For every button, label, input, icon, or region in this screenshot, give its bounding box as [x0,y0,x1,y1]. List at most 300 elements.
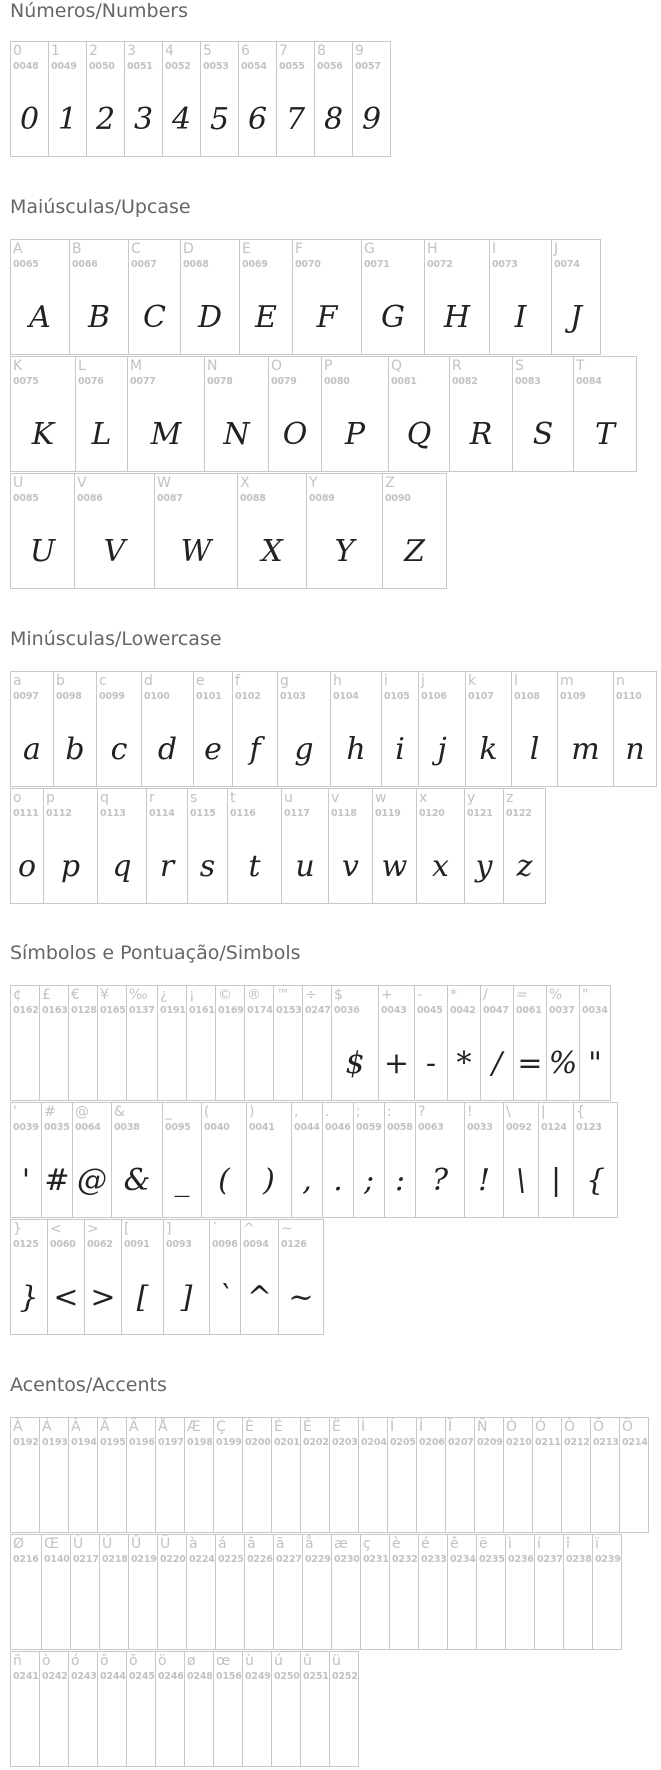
glyph-sample: v [342,849,359,884]
glyph-char-label: < [50,1221,62,1237]
glyph-char-label: Ú [102,1536,113,1552]
glyph-code-label: 0114 [149,808,175,819]
glyph-cell [10,356,76,472]
glyph-sample: ; [363,1163,375,1198]
glyph-cell [242,1651,272,1767]
glyph-char-label: = [516,987,528,1003]
glyph-sample: e [204,732,222,767]
glyph-char-label: j [421,673,425,689]
glyph-sample: G [381,300,405,335]
glyph-code-label: 0243 [71,1671,97,1682]
glyph-char-label: 2 [89,43,98,59]
glyph-char-label: / [483,987,488,1003]
glyph-code-label: 0206 [419,1437,445,1448]
glyph-code-label: 0174 [247,1005,273,1016]
glyph-sample: b [65,732,85,767]
glyph-sample: % [548,1046,578,1081]
glyph-code-label: 0199 [216,1437,242,1448]
glyph-cell [418,671,466,787]
glyph-char-label: ÷ [305,987,317,1003]
glyph-cell [124,41,163,157]
glyph-sample: ` [217,1280,233,1315]
glyph-sample: > [90,1280,116,1315]
glyph-char-label: 0 [13,43,22,59]
glyph-cell [204,356,269,472]
glyph-cell [68,1417,98,1533]
glyph-code-label: 0057 [355,61,381,72]
glyph-char-label: C [131,241,141,257]
glyph-code-label: 0161 [189,1005,215,1016]
glyph-sample: K [31,417,55,452]
glyph-cell [68,985,98,1101]
glyph-cell [513,985,547,1101]
glyph-char-label: ^ [243,1221,255,1237]
glyph-cell [352,41,391,157]
glyph-code-label: 0232 [392,1554,418,1565]
glyph-char-label: Ë [332,1419,341,1435]
glyph-code-label: 0126 [281,1239,307,1250]
glyph-char-label: ì [508,1536,512,1552]
glyph-cell [10,1651,40,1767]
glyph-code-label: 0066 [72,259,98,270]
glyph-char-label: k [468,673,477,689]
glyph-code-label: 0217 [73,1554,99,1565]
glyph-cell [39,1417,69,1533]
glyph-code-label: 0212 [564,1437,590,1448]
glyph-cell [10,1417,40,1533]
glyph-code-label: 0087 [157,493,183,504]
glyph-char-label: b [56,673,65,689]
glyph-char-label: ñ [13,1653,22,1669]
glyph-char-label: T [576,358,585,374]
glyph-char-label: © [218,987,232,1003]
glyph-char-label: ] [166,1221,172,1237]
glyph-char-label: $ [334,987,343,1003]
glyph-code-label: 0200 [245,1437,271,1448]
glyph-cell [43,788,98,904]
glyph-sample: Y [334,534,355,569]
glyph-code-label: 0250 [274,1671,300,1682]
glyph-sample: i [395,732,405,767]
glyph-cell [302,1534,332,1650]
glyph-cell [503,788,546,904]
glyph-cell [97,788,147,904]
glyph-cell [227,788,282,904]
glyph-char-label: Ä [129,1419,139,1435]
glyph-char-label: - [417,987,423,1003]
glyph-char-label: ¿ [160,987,168,1003]
glyph-cell [505,1534,535,1650]
glyph-code-label: 0203 [332,1437,358,1448]
glyph-cell [68,1651,98,1767]
glyph-char-label: í [537,1536,541,1552]
glyph-sample: n [625,732,645,767]
glyph-char-label: ã [276,1536,285,1552]
glyph-cell [162,1102,202,1218]
glyph-char-label: e [196,673,205,689]
glyph-code-label: 0120 [419,808,445,819]
glyph-code-label: 0112 [46,808,72,819]
glyph-code-label: 0077 [130,376,156,387]
glyph-code-label: 0089 [309,493,335,504]
glyph-code-label: 0064 [75,1122,101,1133]
glyph-sample: u [295,849,315,884]
glyph-char-label: i [384,673,388,689]
glyph-cell [75,356,128,472]
glyph-char-label: o [13,790,22,806]
glyph-code-label: 0121 [467,808,493,819]
glyph-cell [590,1417,620,1533]
glyph-code-label: 0153 [276,1005,302,1016]
glyph-cell [532,1417,562,1533]
glyph-cell [573,1102,618,1218]
glyph-sample: I [514,300,527,335]
glyph-char-label: . [325,1104,330,1120]
glyph-code-label: 0069 [242,259,268,270]
glyph-cell [39,985,69,1101]
glyph-sample: * [456,1046,472,1081]
glyph-char-label: ? [418,1104,426,1120]
glyph-char-label: E [242,241,251,257]
glyph-code-label: 0119 [375,808,401,819]
glyph-cell [328,788,373,904]
glyph-code-label: 0247 [305,1005,331,1016]
glyph-cell [41,1534,71,1650]
glyph-cell [360,1534,390,1650]
glyph-cell [128,239,181,355]
glyph-cell [388,356,450,472]
glyph-sample: ! [477,1163,491,1198]
glyph-char-label: ù [245,1653,254,1669]
glyph-char-label: Ü [160,1536,171,1552]
glyph-sample: [ [136,1280,149,1315]
glyph-char-label: l [514,673,518,689]
glyph-cell [146,788,188,904]
glyph-code-label: 0073 [492,259,518,270]
glyph-char-label: , [294,1104,299,1120]
glyph-char-label: Z [385,475,395,491]
glyph-cell [244,985,274,1101]
glyph-cell [489,239,552,355]
glyph-char-label: M [130,358,143,374]
glyph-cell [157,985,187,1101]
glyph-sample: F [316,300,338,335]
glyph-cell [10,41,49,157]
glyph-code-label: 0054 [241,61,267,72]
glyph-char-label: Ù [73,1536,84,1552]
glyph-cell [126,985,158,1101]
glyph-char-label: ~ [281,1221,293,1237]
glyph-cell [534,1534,564,1650]
glyph-char-label: r [149,790,155,806]
glyph-code-label: 0081 [391,376,417,387]
glyph-char-label: + [381,987,393,1003]
glyph-char-label: R [452,358,462,374]
glyph-char-label: â [247,1536,256,1552]
glyph-cell [561,1417,591,1533]
glyph-char-label: { [576,1104,585,1120]
glyph-char-label: ú [274,1653,283,1669]
glyph-sample: ? [431,1163,449,1198]
glyph-sample: P [344,417,366,452]
glyph-sample: c [110,732,128,767]
glyph-char-label: @ [75,1104,89,1120]
glyph-sample: 2 [95,102,116,137]
glyph-cell [155,1651,185,1767]
glyph-cell [381,671,419,787]
glyph-char-label: 8 [317,43,326,59]
glyph-cell [557,671,614,787]
glyph-sample: $ [345,1046,365,1081]
glyph-cell [72,1102,112,1218]
glyph-cell [314,41,353,157]
lowercase-row-1 [10,671,657,787]
glyph-code-label: 0093 [166,1239,192,1250]
glyph-code-label: 0163 [42,1005,68,1016]
glyph-cell [121,1219,164,1335]
glyph-char-label: ™ [276,987,290,1003]
glyph-char-label: : [387,1104,392,1120]
glyph-char-label: ó [71,1653,80,1669]
glyph-code-label: 0033 [467,1122,493,1133]
glyph-char-label: 7 [279,43,288,59]
glyph-cell [331,985,379,1101]
glyph-char-label: G [364,241,375,257]
glyph-code-label: 0237 [537,1554,563,1565]
glyph-cell [10,239,70,355]
glyph-sample: E [255,300,277,335]
glyph-code-label: 0230 [334,1554,360,1565]
glyph-sample: ' [21,1163,31,1198]
glyph-sample: z [516,849,533,884]
glyph-code-label: 0238 [566,1554,592,1565]
glyph-cell [127,356,205,472]
glyph-cell [48,41,87,157]
glyph-sample: h [346,732,366,767]
glyph-cell [384,1102,416,1218]
glyph-cell [246,1102,292,1218]
glyph-cell [69,239,129,355]
glyph-cell [193,671,233,787]
section-title-upcase: Maiúsculas/Upcase [10,196,191,218]
glyph-code-label: 0225 [218,1554,244,1565]
glyph-code-label: 0092 [506,1122,532,1133]
glyph-code-label: 0071 [364,259,390,270]
glyph-char-label: z [506,790,514,806]
glyph-sample: 0 [19,102,40,137]
glyph-sample: & [123,1163,151,1198]
glyph-sample: x [432,849,449,884]
glyph-code-label: 0194 [71,1437,97,1448]
glyph-code-label: 0245 [129,1671,155,1682]
glyph-cell [10,1534,42,1650]
glyph-cell [128,1534,158,1650]
glyph-code-label: 0244 [100,1671,126,1682]
glyph-cell [47,1219,85,1335]
glyph-cell [329,1651,359,1767]
glyph-char-label: î [566,1536,570,1552]
glyph-code-label: 0053 [203,61,229,72]
glyph-char-label: Ì [361,1419,366,1435]
glyph-cell [154,473,238,589]
glyph-code-label: 0061 [516,1005,542,1016]
glyph-char-label: > [87,1221,99,1237]
glyph-cell [201,1102,247,1218]
glyph-code-label: 0195 [100,1437,126,1448]
glyph-sample: ] [180,1280,193,1315]
glyph-cell [503,1417,533,1533]
lowercase-row-2 [10,788,546,904]
glyph-code-label: 0123 [576,1122,602,1133]
glyph-cell [445,1417,475,1533]
glyph-sample: ~ [288,1280,314,1315]
glyph-char-label: Õ [593,1419,605,1435]
section-title-numbers: Números/Numbers [10,0,188,22]
glyph-sample: ) [263,1163,275,1198]
glyph-sample: p [60,849,81,884]
glyph-code-label: 0105 [384,691,410,702]
glyph-char-label: Ò [506,1419,518,1435]
glyph-cell [186,1534,216,1650]
glyph-sample: j [437,732,447,767]
glyph-sample: 5 [209,102,230,137]
section-title-symbols: Símbolos e Pontuação/Simbols [10,942,301,964]
glyph-code-label: 0038 [114,1122,140,1133]
glyph-char-label: A [13,241,23,257]
glyph-sample: f [249,732,261,767]
glyph-cell [449,356,513,472]
glyph-cell [97,1417,127,1533]
glyph-cell [126,1417,156,1533]
glyph-code-label: 0090 [385,493,411,504]
glyph-cell [302,985,332,1101]
glyph-cell [180,239,240,355]
glyph-code-label: 0088 [240,493,266,504]
glyph-cell [563,1534,593,1650]
glyph-cell [281,788,329,904]
glyph-cell [277,671,331,787]
glyph-char-label: p [46,790,55,806]
glyph-cell [271,1651,301,1767]
glyph-char-label: ø [187,1653,196,1669]
glyph-cell [200,41,239,157]
glyph-cell [215,1534,245,1650]
glyph-code-label: 0040 [204,1122,230,1133]
glyph-char-label: å [305,1536,314,1552]
glyph-code-label: 0052 [165,61,191,72]
glyph-char-label: x [419,790,428,806]
glyph-cell [273,985,303,1101]
glyph-char-label: ë [479,1536,488,1552]
glyph-char-label: J [554,241,559,257]
accents-row-1 [10,1417,649,1533]
glyph-cell [162,41,201,157]
glyph-char-label: Æ [187,1419,201,1435]
glyph-code-label: 0048 [13,61,39,72]
glyph-code-label: 0118 [331,808,357,819]
glyph-code-label: 0246 [158,1671,184,1682]
glyph-code-label: 0209 [477,1437,503,1448]
glyph-code-label: 0196 [129,1437,155,1448]
glyph-cell [418,1534,448,1650]
glyph-code-label: 0059 [356,1122,382,1133]
glyph-code-label: 0046 [325,1122,351,1133]
glyph-char-label: } [13,1221,22,1237]
glyph-cell [358,1417,388,1533]
glyph-char-label: € [71,987,80,1003]
glyph-char-label: ! [467,1104,473,1120]
glyph-cell [39,1651,69,1767]
glyph-cell [111,1102,163,1218]
glyph-sample: r [159,849,175,884]
glyph-code-label: 0210 [506,1437,532,1448]
glyph-code-label: 0108 [514,691,540,702]
glyph-code-label: 0122 [506,808,532,819]
glyph-cell [99,1534,129,1650]
glyph-char-label: f [235,673,240,689]
glyph-sample: _ [174,1163,190,1198]
glyph-char-label: I [492,241,497,257]
glyph-cell [84,1219,122,1335]
glyph-code-label: 0074 [554,259,580,270]
glyph-cell [97,1651,127,1767]
glyph-char-label: y [467,790,476,806]
glyph-cell [389,1534,419,1650]
glyph-cell [10,788,44,904]
glyph-code-label: 0128 [71,1005,97,1016]
glyph-cell [74,473,155,589]
glyph-char-label: É [274,1419,283,1435]
glyph-cell [141,671,194,787]
glyph-char-label: d [144,673,153,689]
glyph-sample: " [588,1046,602,1081]
glyph-cell [476,1534,506,1650]
glyph-sample: X [261,534,283,569]
glyph-code-label: 0220 [160,1554,186,1565]
glyph-char-label: O [271,358,283,374]
glyph-cell [416,1417,446,1533]
glyph-char-label: h [333,673,342,689]
numbers-row-1 [10,41,391,157]
glyph-code-label: 0115 [190,808,216,819]
glyph-char-label: è [392,1536,401,1552]
glyph-cell [155,1417,185,1533]
glyph-char-label: £ [42,987,51,1003]
glyph-code-label: 0235 [479,1554,505,1565]
glyph-cell [464,788,504,904]
glyph-code-label: 0037 [549,1005,575,1016]
glyph-code-label: 0116 [230,808,256,819]
glyph-code-label: 0216 [13,1554,39,1565]
glyph-cell [613,671,657,787]
glyph-char-label: Í [390,1419,395,1435]
glyph-char-label: È [245,1419,254,1435]
glyph-cell [415,1102,465,1218]
glyph-char-label: \ [506,1104,511,1120]
accents-row-2 [10,1534,622,1650]
glyph-sample: q [112,849,132,884]
glyph-char-label: ` [212,1221,219,1237]
glyph-code-label: 0097 [13,691,39,702]
glyph-cell [157,1534,187,1650]
glyph-sample: R [469,417,493,452]
glyph-code-label: 0107 [468,691,494,702]
glyph-code-label: 0252 [332,1671,358,1682]
glyph-code-label: 0044 [294,1122,320,1133]
glyph-char-label: æ [334,1536,348,1552]
upcase-row-1 [10,239,601,355]
glyph-code-label: 0124 [541,1122,567,1133]
